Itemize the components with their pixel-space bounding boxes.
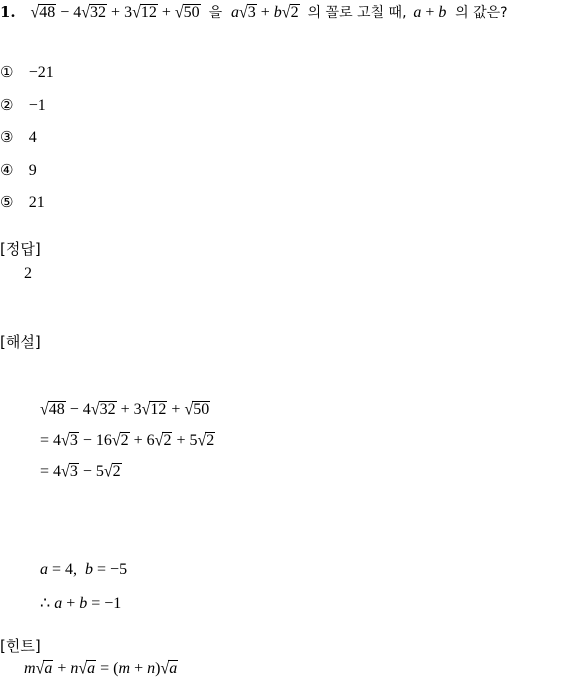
choice-marker: ①: [0, 63, 14, 81]
answer-label: [정답]: [0, 240, 41, 258]
choice-marker: ③: [0, 128, 14, 146]
explanation-label: [해설]: [0, 333, 41, 351]
question-expression: √48 − 4√32 + 3√12 + √50: [30, 3, 200, 22]
choice-value: −1: [28, 97, 46, 114]
question-number: 1.: [0, 3, 16, 21]
choice-5[interactable]: [0, 193, 45, 212]
question-line: [0, 2, 508, 22]
explanation-values: a = 4, b = −5: [40, 561, 128, 578]
choice-value: 21: [28, 194, 45, 211]
choice-marker: ②: [0, 96, 14, 114]
choice-1[interactable]: [0, 63, 54, 82]
explanation-line-3: = 4√3 − 5√2: [40, 462, 121, 481]
explanation-conclusion: ∴ a + b = −1: [40, 595, 122, 612]
choice-marker: ⑤: [0, 193, 14, 211]
explanation-line-2: = 4√3 − 16√2 + 6√2 + 5√2: [40, 431, 215, 450]
choice-2[interactable]: [0, 96, 46, 115]
explanation-line-1: √48 − 4√32 + 3√12 + √50: [40, 400, 210, 419]
hint-label: [힌트]: [0, 637, 41, 655]
question-text-end: 의 값은?: [455, 5, 508, 21]
answer-value: 2: [24, 265, 32, 282]
choice-value: 4: [28, 129, 37, 146]
question-sum: a + b: [413, 4, 447, 21]
question-form: a√3 + b√2: [230, 3, 299, 22]
choice-3[interactable]: [0, 128, 37, 147]
question-particle: 을: [208, 5, 223, 21]
choice-value: −21: [28, 64, 54, 81]
question-text-mid: 의 꼴로 고칠 때,: [307, 5, 407, 21]
choice-value: 9: [28, 162, 37, 179]
choice-marker: ④: [0, 161, 14, 179]
choice-4[interactable]: [0, 161, 37, 180]
hint-formula: m√a + n√a = (m + n)√a: [24, 659, 178, 678]
